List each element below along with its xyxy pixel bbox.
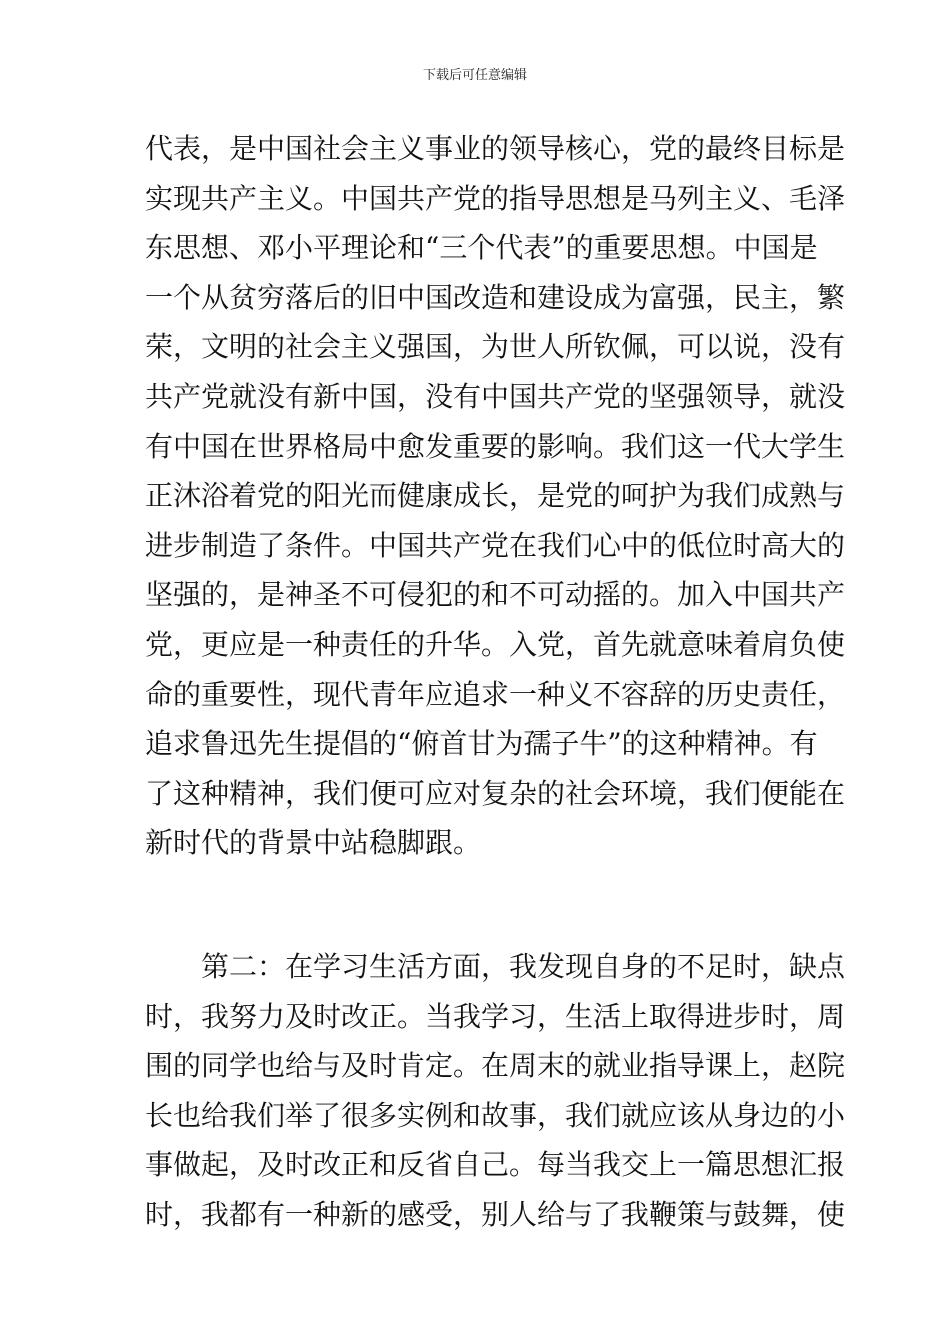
paragraph-line: 新时代的背景中站稳脚跟。 — [145, 826, 482, 860]
paragraph-line: 追求鲁迅先生提倡的“俯首甘为孺子牛”的这种精神。有 — [145, 727, 818, 761]
paragraph-line: 了这种精神，我们便可应对复杂的社会环境，我们便能在 — [145, 776, 846, 810]
paragraph-line: 实现共产主义。中国共产党的指导思想是马列主义、毛泽 — [145, 181, 846, 215]
paragraph-spacer — [145, 868, 809, 942]
paragraph-line: 党，更应是一种责任的升华。入党，首先就意味着肩负使 — [145, 627, 846, 661]
paragraph-line: 进步制造了条件。中国共产党在我们心中的低位时高大的 — [145, 528, 846, 562]
paragraph-line: 长也给我们举了很多实例和故事，我们就应该从身边的小 — [145, 1098, 846, 1132]
document-body — [145, 124, 846, 1239]
paragraph-line: 时，我努力及时改正。当我学习，生活上取得进步时，周 — [145, 999, 846, 1033]
paragraph-line: 时，我都有一种新的感受，别人给与了我鞭策与鼓舞，使 — [145, 1197, 846, 1231]
paragraph-line: 有中国在世界格局中愈发重要的影响。我们这一代大学生 — [145, 429, 846, 463]
paragraph-line: 东思想、邓小平理论和“三个代表”的重要思想。中国是 — [145, 231, 818, 265]
paragraph-line: 事做起，及时改正和反省自己。每当我交上一篇思想汇报 — [145, 1148, 846, 1182]
page-header: 下载后可任意编辑 — [422, 68, 527, 83]
paragraph-1 — [145, 124, 846, 868]
paragraph-line: 一个从贫穷落后的旧中国改造和建设成为富强，民主，繁 — [145, 280, 846, 314]
paragraph-line: 围的同学也给与及时肯定。在周末的就业指导课上，赵院 — [145, 1049, 846, 1083]
paragraph-line: 代表，是中国社会主义事业的领导核心，党的最终目标是 — [145, 132, 846, 165]
paragraph-line: 第二：在学习生活方面，我发现自身的不足时，缺点 — [201, 949, 846, 983]
paragraph-line: 命的重要性，现代青年应追求一种义不容辞的历史责任， — [145, 677, 846, 711]
paragraph-line: 坚强的，是神圣不可侵犯的和不可动摇的。加入中国共产 — [145, 578, 846, 612]
paragraph-line: 正沐浴着党的阳光而健康成长，是党的呵护为我们成熟与 — [145, 479, 846, 513]
paragraph-2 — [145, 942, 846, 1240]
paragraph-line: 共产党就没有新中国，没有中国共产党的坚强领导，就没 — [145, 379, 846, 413]
paragraph-line: 荣，文明的社会主义强国，为世人所钦佩，可以说，没有 — [145, 330, 846, 364]
